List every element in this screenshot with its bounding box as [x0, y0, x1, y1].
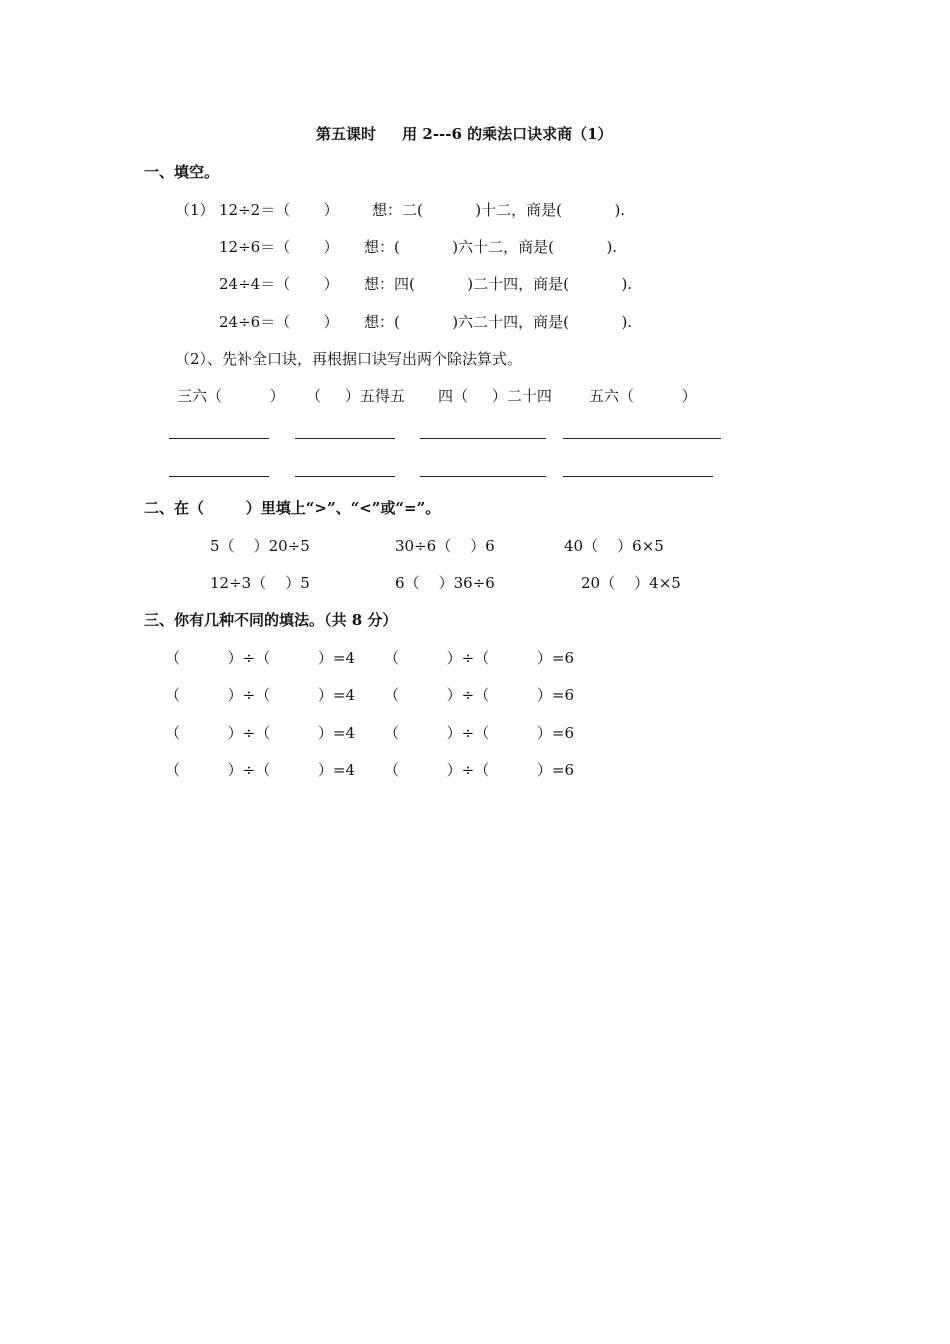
answer-line[interactable]: [295, 476, 395, 477]
answer-line[interactable]: [295, 438, 395, 439]
fill-equation-4: （ ）÷（ ）=4: [165, 761, 356, 779]
part1-expr: 12÷6＝（ ）: [219, 238, 339, 256]
fill-equation-6: （ ）÷（ ）=6: [384, 724, 575, 742]
section2-heading: 二、在（ ）里填上“>”、“<”或“=”。: [144, 499, 441, 517]
koujue-item: 三六（ ）: [177, 387, 285, 405]
fill-equation-4: （ ）÷（ ）=4: [165, 724, 356, 742]
koujue-item: （ ）五得五: [306, 387, 405, 405]
compare-item: 40（ ）6×5: [564, 537, 664, 555]
fill-equation-4: （ ）÷（ ）=4: [165, 649, 356, 667]
fill-equation-4: （ ）÷（ ）=4: [165, 686, 356, 704]
fill-equation-6: （ ）÷（ ）=6: [384, 649, 575, 667]
answer-line[interactable]: [169, 476, 269, 477]
koujue-item: 四（ ）二十四: [438, 387, 552, 405]
part1-expr: 24÷4＝（ ）: [219, 275, 339, 293]
compare-item: 30÷6（ ）6: [395, 537, 495, 555]
compare-item: 5（ ）20÷5: [210, 537, 310, 555]
part1-num: （1）: [175, 201, 215, 219]
section1-heading: 一、填空。: [144, 163, 220, 181]
answer-line[interactable]: [420, 476, 546, 477]
compare-item: 6（ ）36÷6: [395, 574, 495, 592]
section3-heading: 三、你有几种不同的填法。（共 8 分）: [144, 611, 398, 629]
part2-instruction: （2）、先补全口诀，再根据口诀写出两个除法算式。: [175, 350, 523, 368]
answer-line[interactable]: [169, 438, 269, 439]
answer-line[interactable]: [420, 438, 546, 439]
part1-think: 想：四( )二十四，商是( ).: [364, 275, 633, 293]
compare-item: 20（ ）4×5: [581, 574, 681, 592]
fill-equation-6: （ ）÷（ ）=6: [384, 761, 575, 779]
page-title: 第五课时 用 2---6 的乘法口诀求商（1）: [316, 125, 613, 143]
part1-think: 想：( )六十二，商是( ).: [364, 238, 618, 256]
compare-item: 12÷3（ ）5: [210, 574, 310, 592]
part1-expr: 24÷6＝（ ）: [219, 313, 339, 331]
answer-line[interactable]: [563, 438, 721, 439]
koujue-item: 五六（ ）: [589, 387, 697, 405]
fill-equation-6: （ ）÷（ ）=6: [384, 686, 575, 704]
part1-think: 想：( )六二十四，商是( ).: [364, 313, 633, 331]
part1-expr: 12÷2＝（ ）: [219, 201, 339, 219]
part1-think: 想：二( )十二，商是( ).: [372, 201, 626, 219]
answer-line[interactable]: [563, 476, 713, 477]
